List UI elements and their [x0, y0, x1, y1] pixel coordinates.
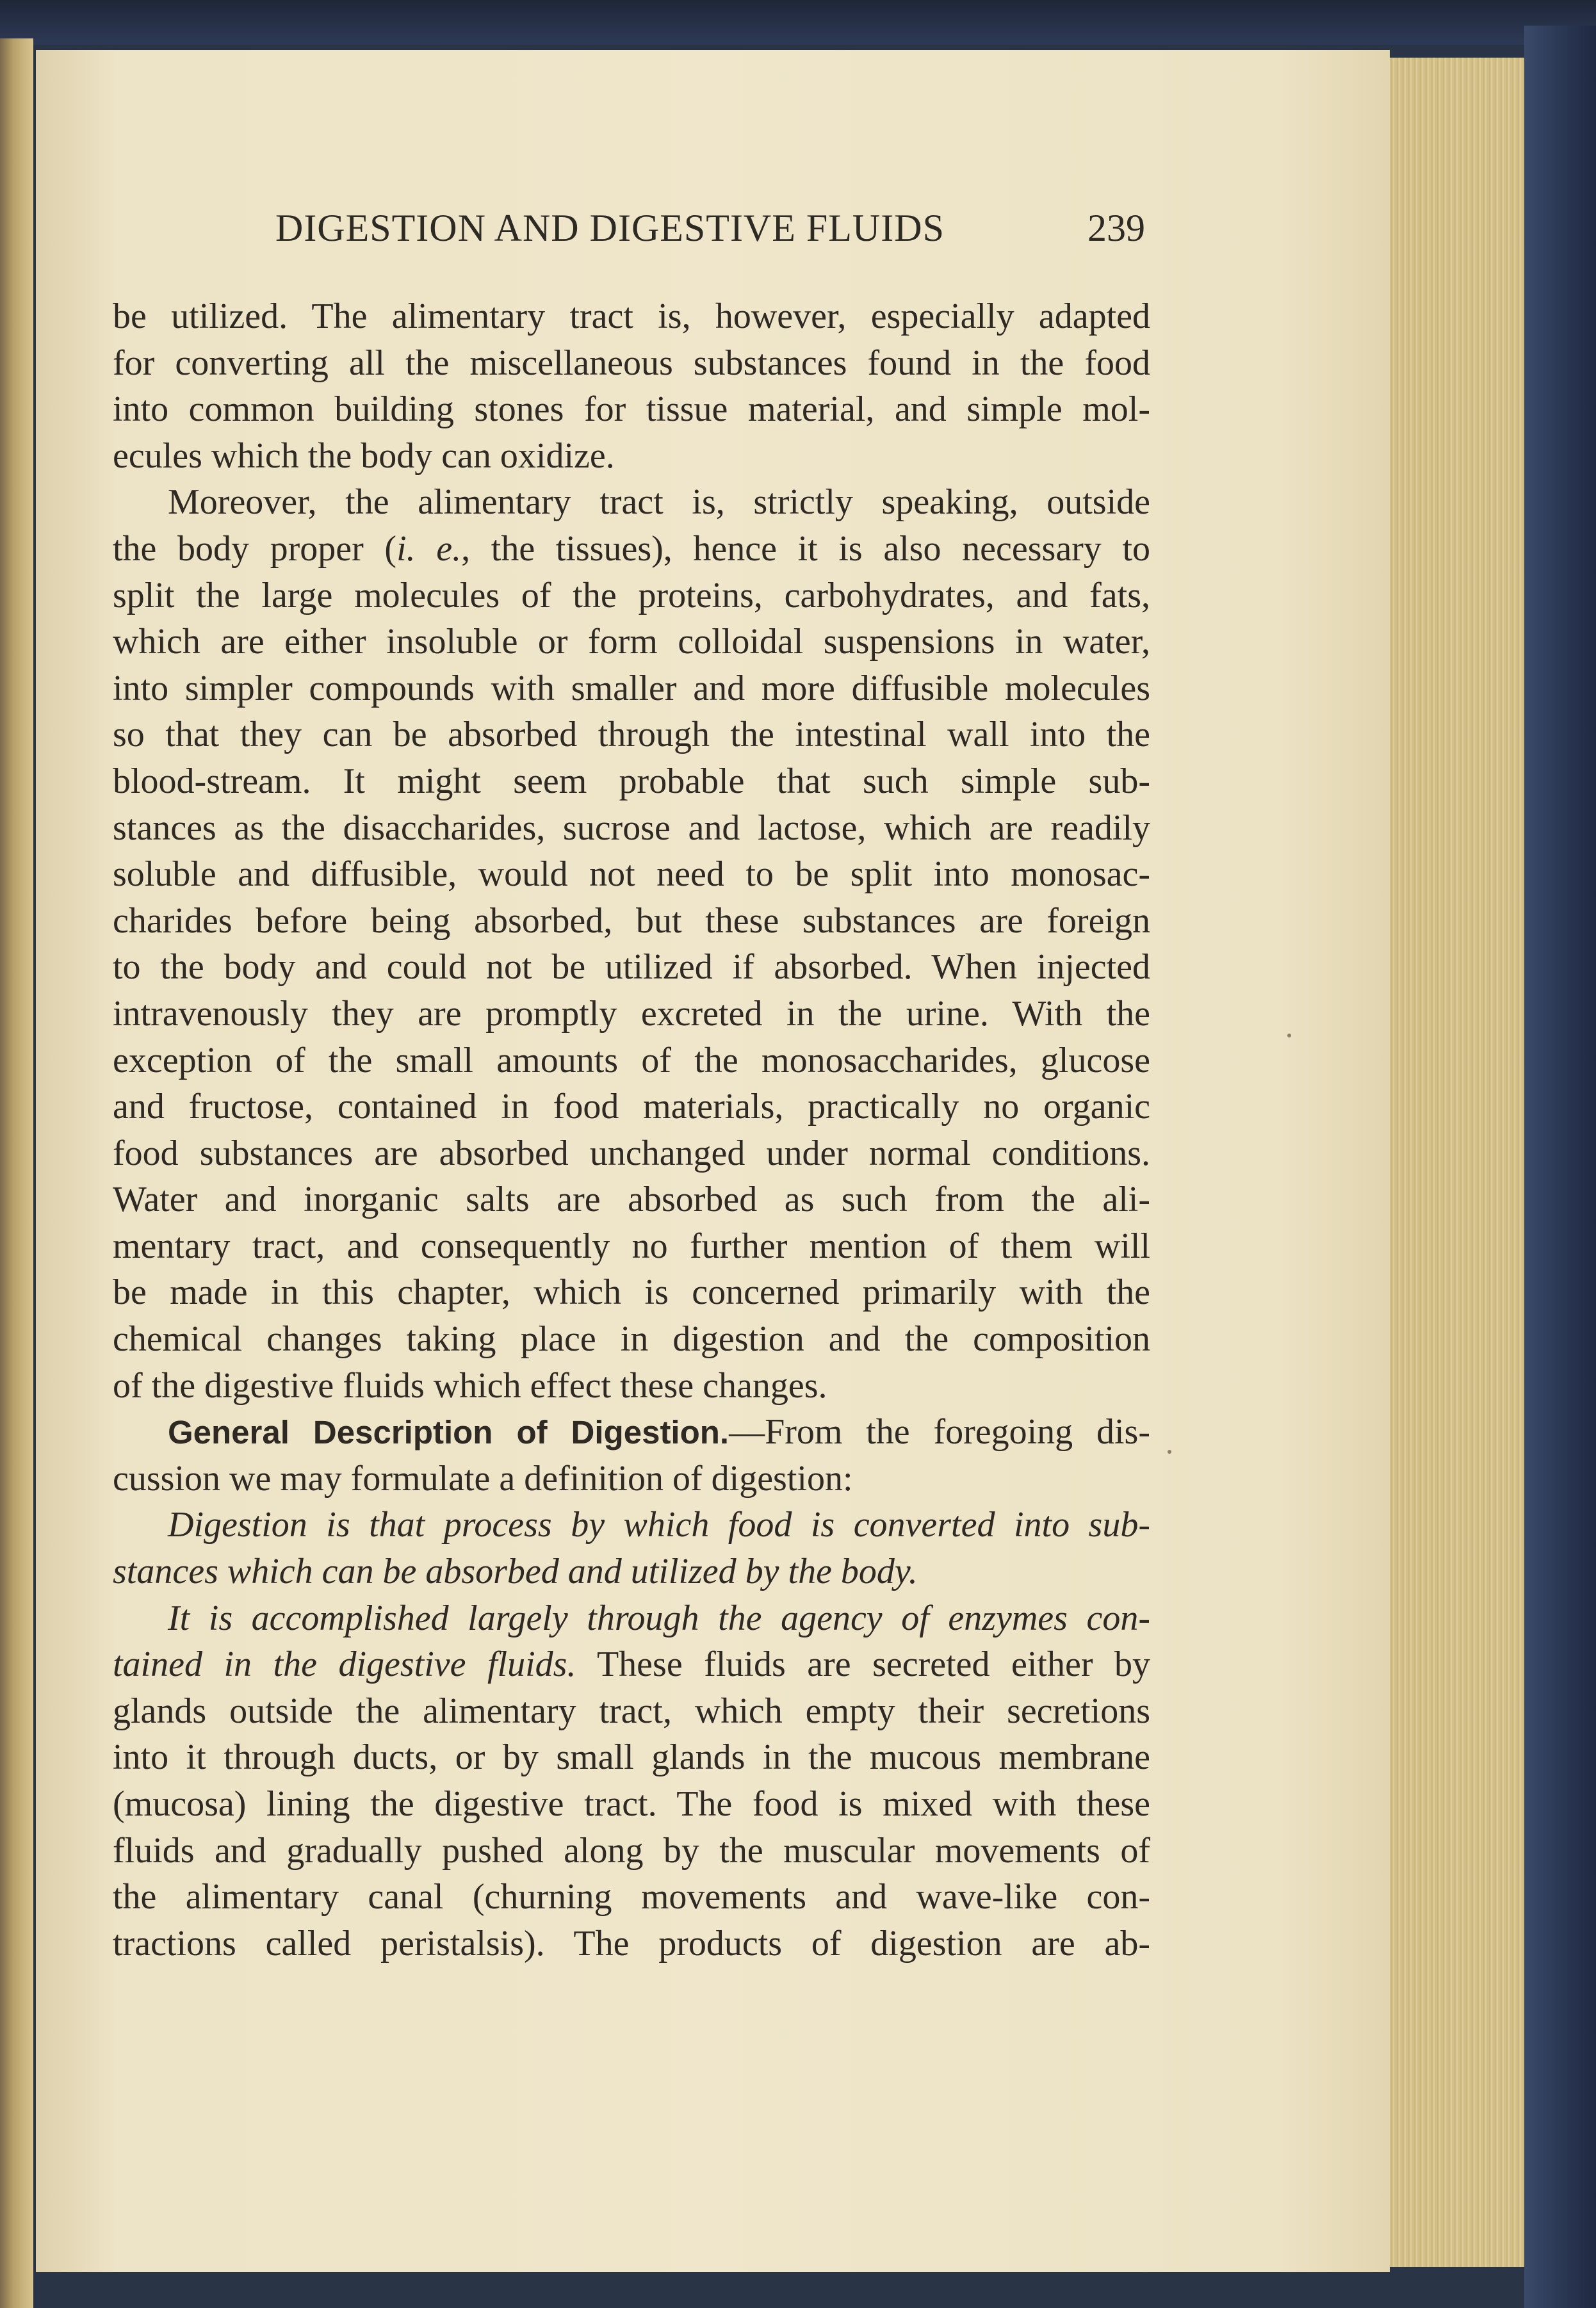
text-line: so that they can be absorbed through the intestinal wall into the: [113, 715, 1150, 755]
text-span: the body proper (: [113, 528, 397, 569]
text-line: into common building stones for tissue material, and simple mol-: [113, 389, 1150, 430]
body-text: [113, 293, 1150, 1967]
page-stack-edges: [1390, 58, 1524, 2267]
text-line: of the digestive fluids which effect these changes.: [113, 1365, 827, 1406]
text-line: (mucosa) lining the digestive tract. The food is mixed with these: [113, 1784, 1150, 1824]
text-line: Moreover, the alimentary tract is, strictly speaking, outside: [168, 482, 1150, 523]
text-span: , the tissues), hence it is also necessary to: [461, 528, 1151, 569]
text-line: blood-stream. It might seem probable that such simple sub-: [113, 761, 1150, 801]
text-line: stances which can be absorbed and utilized by the body.: [113, 1552, 918, 1592]
text-line: [113, 1409, 1150, 1456]
specks: [1168, 1450, 1171, 1454]
text-line: mentary tract, and consequently no further mention of them will: [113, 1226, 1150, 1266]
text-line: [113, 1641, 1150, 1688]
text-line: into simpler compounds with smaller and more diffusible molecules: [113, 668, 1150, 708]
text-line: and fructose, contained in food materials, practically no organic: [113, 1087, 1150, 1127]
text-line: cussion we may formulate a definition of digestion:: [113, 1458, 853, 1499]
text-line: Water and inorganic salts are absorbed as such from the ali-: [113, 1180, 1150, 1220]
definition-paragraph: [113, 1502, 1150, 1595]
text-span: These fluids are secreted either by: [576, 1645, 1151, 1685]
paragraph-3: [113, 1409, 1150, 1502]
text-line: soluble and diffusible, would not need to be split into monosac-: [113, 854, 1150, 895]
page-number: 239: [1087, 207, 1145, 249]
text-line: It is accomplished largely through the agency of enzymes con-: [168, 1598, 1150, 1638]
text-line: be made in this chapter, which is concerned primarily with the: [113, 1272, 1150, 1313]
text-line: the alimentary canal (churning movements and wave-like con-: [113, 1877, 1150, 1917]
text-line: Digestion is that process by which food is converted into sub-: [168, 1505, 1150, 1545]
text-line: intravenously they are promptly excreted in the urine. With the: [113, 993, 1150, 1034]
text-line: to the body and could not be utilized if absorbed. When injected: [113, 947, 1150, 987]
text-line: [113, 526, 1150, 573]
text-line: split the large molecules of the proteins, carbohydrates, and fats,: [113, 575, 1150, 615]
italic-abbreviation: i. e.: [396, 528, 462, 569]
paragraph-2: [113, 479, 1150, 1409]
paragraph-5: [113, 1595, 1150, 1967]
text-line: into it through ducts, or by small glands in the mucous membrane: [113, 1737, 1150, 1778]
section-heading: General Description of Digestion.: [168, 1414, 729, 1451]
text-line: food substances are absorbed unchanged under normal conditions.: [113, 1133, 1150, 1173]
text-line: for converting all the miscellaneous substances found in the food: [113, 343, 1150, 383]
running-title: DIGESTION AND DIGESTIVE FLUIDS: [275, 207, 945, 249]
text-line: charides before being absorbed, but these substances are foreign: [113, 900, 1150, 941]
italic-text: tained in the digestive fluids.: [113, 1645, 576, 1685]
text-line: which are either insoluble or form colloidal suspensions in water,: [113, 622, 1150, 662]
text-line: stances as the disaccharides, sucrose and lactose, which are readily: [113, 808, 1150, 848]
text-line: tractions called peristalsis). The products of digestion are ab-: [113, 1923, 1150, 1963]
text-line: be utilized. The alimentary tract is, however, especially adapted: [113, 297, 1150, 336]
previous-page-edge: [0, 38, 33, 2308]
text-span: —From the foregoing dis-: [729, 1412, 1150, 1452]
paragraph-1: [113, 293, 1150, 479]
specks: [1287, 1034, 1291, 1037]
text-line: exception of the small amounts of the monosaccharides, glucose: [113, 1040, 1150, 1080]
cover-right-edge: [1524, 26, 1596, 2308]
text-line: chemical changes taking place in digestion and the composition: [113, 1319, 1150, 1360]
text-line: ecules which the body can oxidize.: [113, 435, 615, 476]
text-line: glands outside the alimentary tract, which empty their secretions: [113, 1691, 1150, 1731]
cover-top-edge: [0, 0, 1596, 45]
text-line: fluids and gradually pushed along by the muscular movements of: [113, 1830, 1150, 1871]
